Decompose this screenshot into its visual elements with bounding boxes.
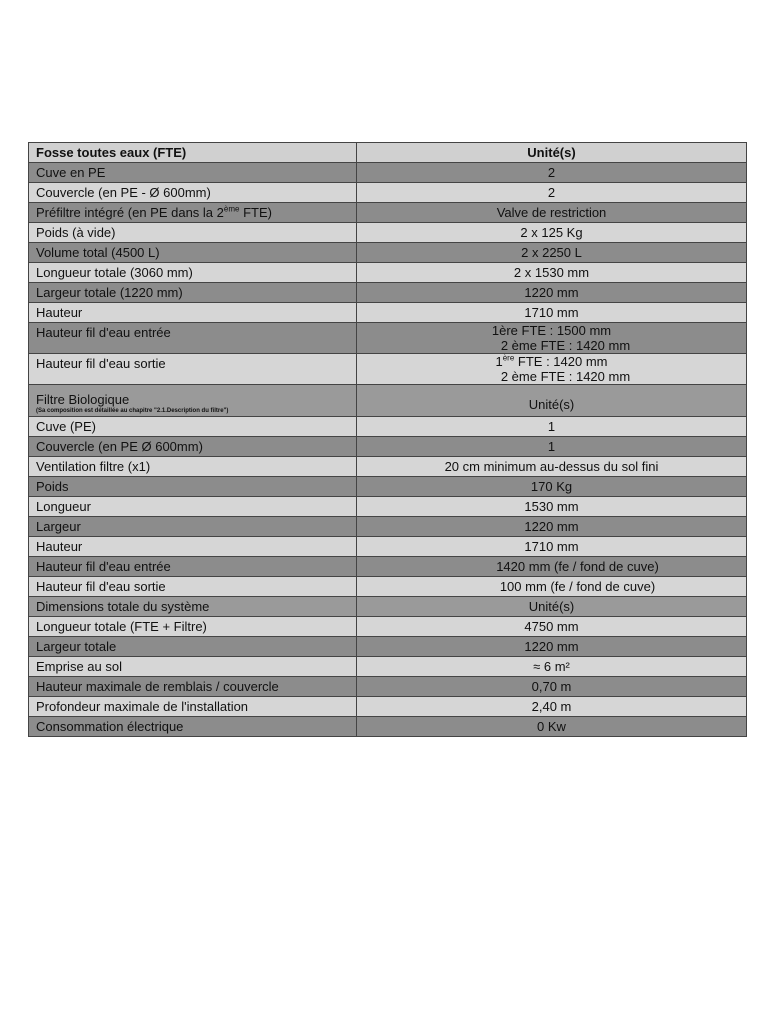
section-unit: Unité(s) — [357, 385, 747, 417]
table-row — [29, 657, 747, 677]
row-value: 1 — [357, 437, 747, 457]
row-label: Largeur — [29, 517, 357, 537]
row-value: 170 Kg — [357, 477, 747, 497]
row-value: 2 — [357, 183, 747, 203]
row-label: Emprise au sol — [29, 657, 357, 677]
table-row — [29, 557, 747, 577]
row-value: 1220 mm — [357, 283, 747, 303]
row-value: 1220 mm — [357, 517, 747, 537]
table-row — [29, 243, 747, 263]
table-row — [29, 537, 747, 557]
row-label: Longueur totale (3060 mm) — [29, 263, 357, 283]
table-row — [29, 323, 747, 354]
row-value-line-2: 2 ème FTE : 1420 mm — [500, 338, 631, 353]
row-value: 0 Kw — [357, 717, 747, 737]
row-label: Volume total (4500 L) — [29, 243, 357, 263]
row-value: ≈ 6 m² — [357, 657, 747, 677]
section-label: Dimensions totale du système — [29, 597, 357, 617]
row-label: Profondeur maximale de l'installation — [29, 697, 357, 717]
table-row — [29, 697, 747, 717]
table-row — [29, 203, 747, 223]
row-value — [357, 354, 747, 385]
row-label-text-end: FTE) — [239, 205, 272, 220]
table-row — [29, 263, 747, 283]
section-note: (Sa composition est détaillée au chapitre "2.1.Description du filtre") — [36, 408, 229, 414]
section-label — [29, 385, 357, 417]
row-value-line-1 — [357, 354, 746, 369]
table-row — [29, 617, 747, 637]
row-label: Hauteur fil d'eau sortie — [29, 354, 357, 385]
section-header-systeme — [29, 597, 747, 617]
table-row — [29, 577, 747, 597]
table-header-row — [29, 143, 747, 163]
table-row — [29, 637, 747, 657]
table-row — [29, 183, 747, 203]
row-value — [357, 323, 747, 354]
row-label: Longueur totale (FTE + Filtre) — [29, 617, 357, 637]
row-value: 20 cm minimum au-dessus du sol fini — [357, 457, 747, 477]
row-label: Longueur — [29, 497, 357, 517]
section-unit: Unité(s) — [357, 597, 747, 617]
table-row — [29, 303, 747, 323]
row-value: 1530 mm — [357, 497, 747, 517]
row-value: 2 x 125 Kg — [357, 223, 747, 243]
row-value-text: 1 — [495, 354, 503, 369]
row-label: Hauteur fil d'eau entrée — [29, 557, 357, 577]
row-value: 0,70 m — [357, 677, 747, 697]
row-value: 2,40 m — [357, 697, 747, 717]
table-row — [29, 477, 747, 497]
table-row — [29, 497, 747, 517]
row-label-text: Préfiltre intégré (en PE dans la 2 — [36, 205, 224, 220]
row-value: 2 x 1530 mm — [357, 263, 747, 283]
row-value: 1 — [357, 417, 747, 437]
row-label: Cuve (PE) — [29, 417, 357, 437]
row-value: 1710 mm — [357, 537, 747, 557]
header-unit: Unité(s) — [357, 143, 747, 163]
table-row — [29, 457, 747, 477]
row-label: Hauteur fil d'eau entrée — [29, 323, 357, 354]
row-label: Largeur totale (1220 mm) — [29, 283, 357, 303]
row-label-sup: ème — [223, 204, 240, 214]
row-label: Poids (à vide) — [29, 223, 357, 243]
table-row — [29, 283, 747, 303]
table-row — [29, 354, 747, 385]
row-label — [29, 203, 357, 223]
header-label: Fosse toutes eaux (FTE) — [29, 143, 357, 163]
row-label: Poids — [29, 477, 357, 497]
row-label: Hauteur — [29, 537, 357, 557]
row-value: Valve de restriction — [357, 203, 747, 223]
row-value-text-end: FTE : 1420 mm — [514, 354, 608, 369]
row-value: 4750 mm — [357, 617, 747, 637]
row-label: Consommation électrique — [29, 717, 357, 737]
row-label: Hauteur maximale de remblais / couvercle — [29, 677, 357, 697]
table-row — [29, 437, 747, 457]
table-row — [29, 163, 747, 183]
table-row — [29, 223, 747, 243]
row-value: 2 x 2250 L — [357, 243, 747, 263]
row-label: Largeur totale — [29, 637, 357, 657]
section-title: Filtre Biologique — [36, 392, 130, 407]
table-row — [29, 677, 747, 697]
row-label: Couvercle (en PE Ø 600mm) — [29, 437, 357, 457]
row-value-line-2: 2 ème FTE : 1420 mm — [500, 369, 631, 384]
table-row — [29, 517, 747, 537]
row-value: 1710 mm — [357, 303, 747, 323]
row-label: Ventilation filtre (x1) — [29, 457, 357, 477]
table-row — [29, 417, 747, 437]
row-value: 100 mm (fe / fond de cuve) — [357, 577, 747, 597]
section-header-filtre — [29, 385, 747, 417]
row-label: Couvercle (en PE - Ø 600mm) — [29, 183, 357, 203]
row-value-line-1: 1ère FTE : 1500 mm — [491, 323, 612, 338]
spec-table — [28, 142, 747, 737]
table-row — [29, 717, 747, 737]
row-value: 1220 mm — [357, 637, 747, 657]
row-label: Cuve en PE — [29, 163, 357, 183]
row-label: Hauteur fil d'eau sortie — [29, 577, 357, 597]
row-value: 2 — [357, 163, 747, 183]
row-value: 1420 mm (fe / fond de cuve) — [357, 557, 747, 577]
row-value-sup: ère — [502, 353, 515, 363]
row-label: Hauteur — [29, 303, 357, 323]
